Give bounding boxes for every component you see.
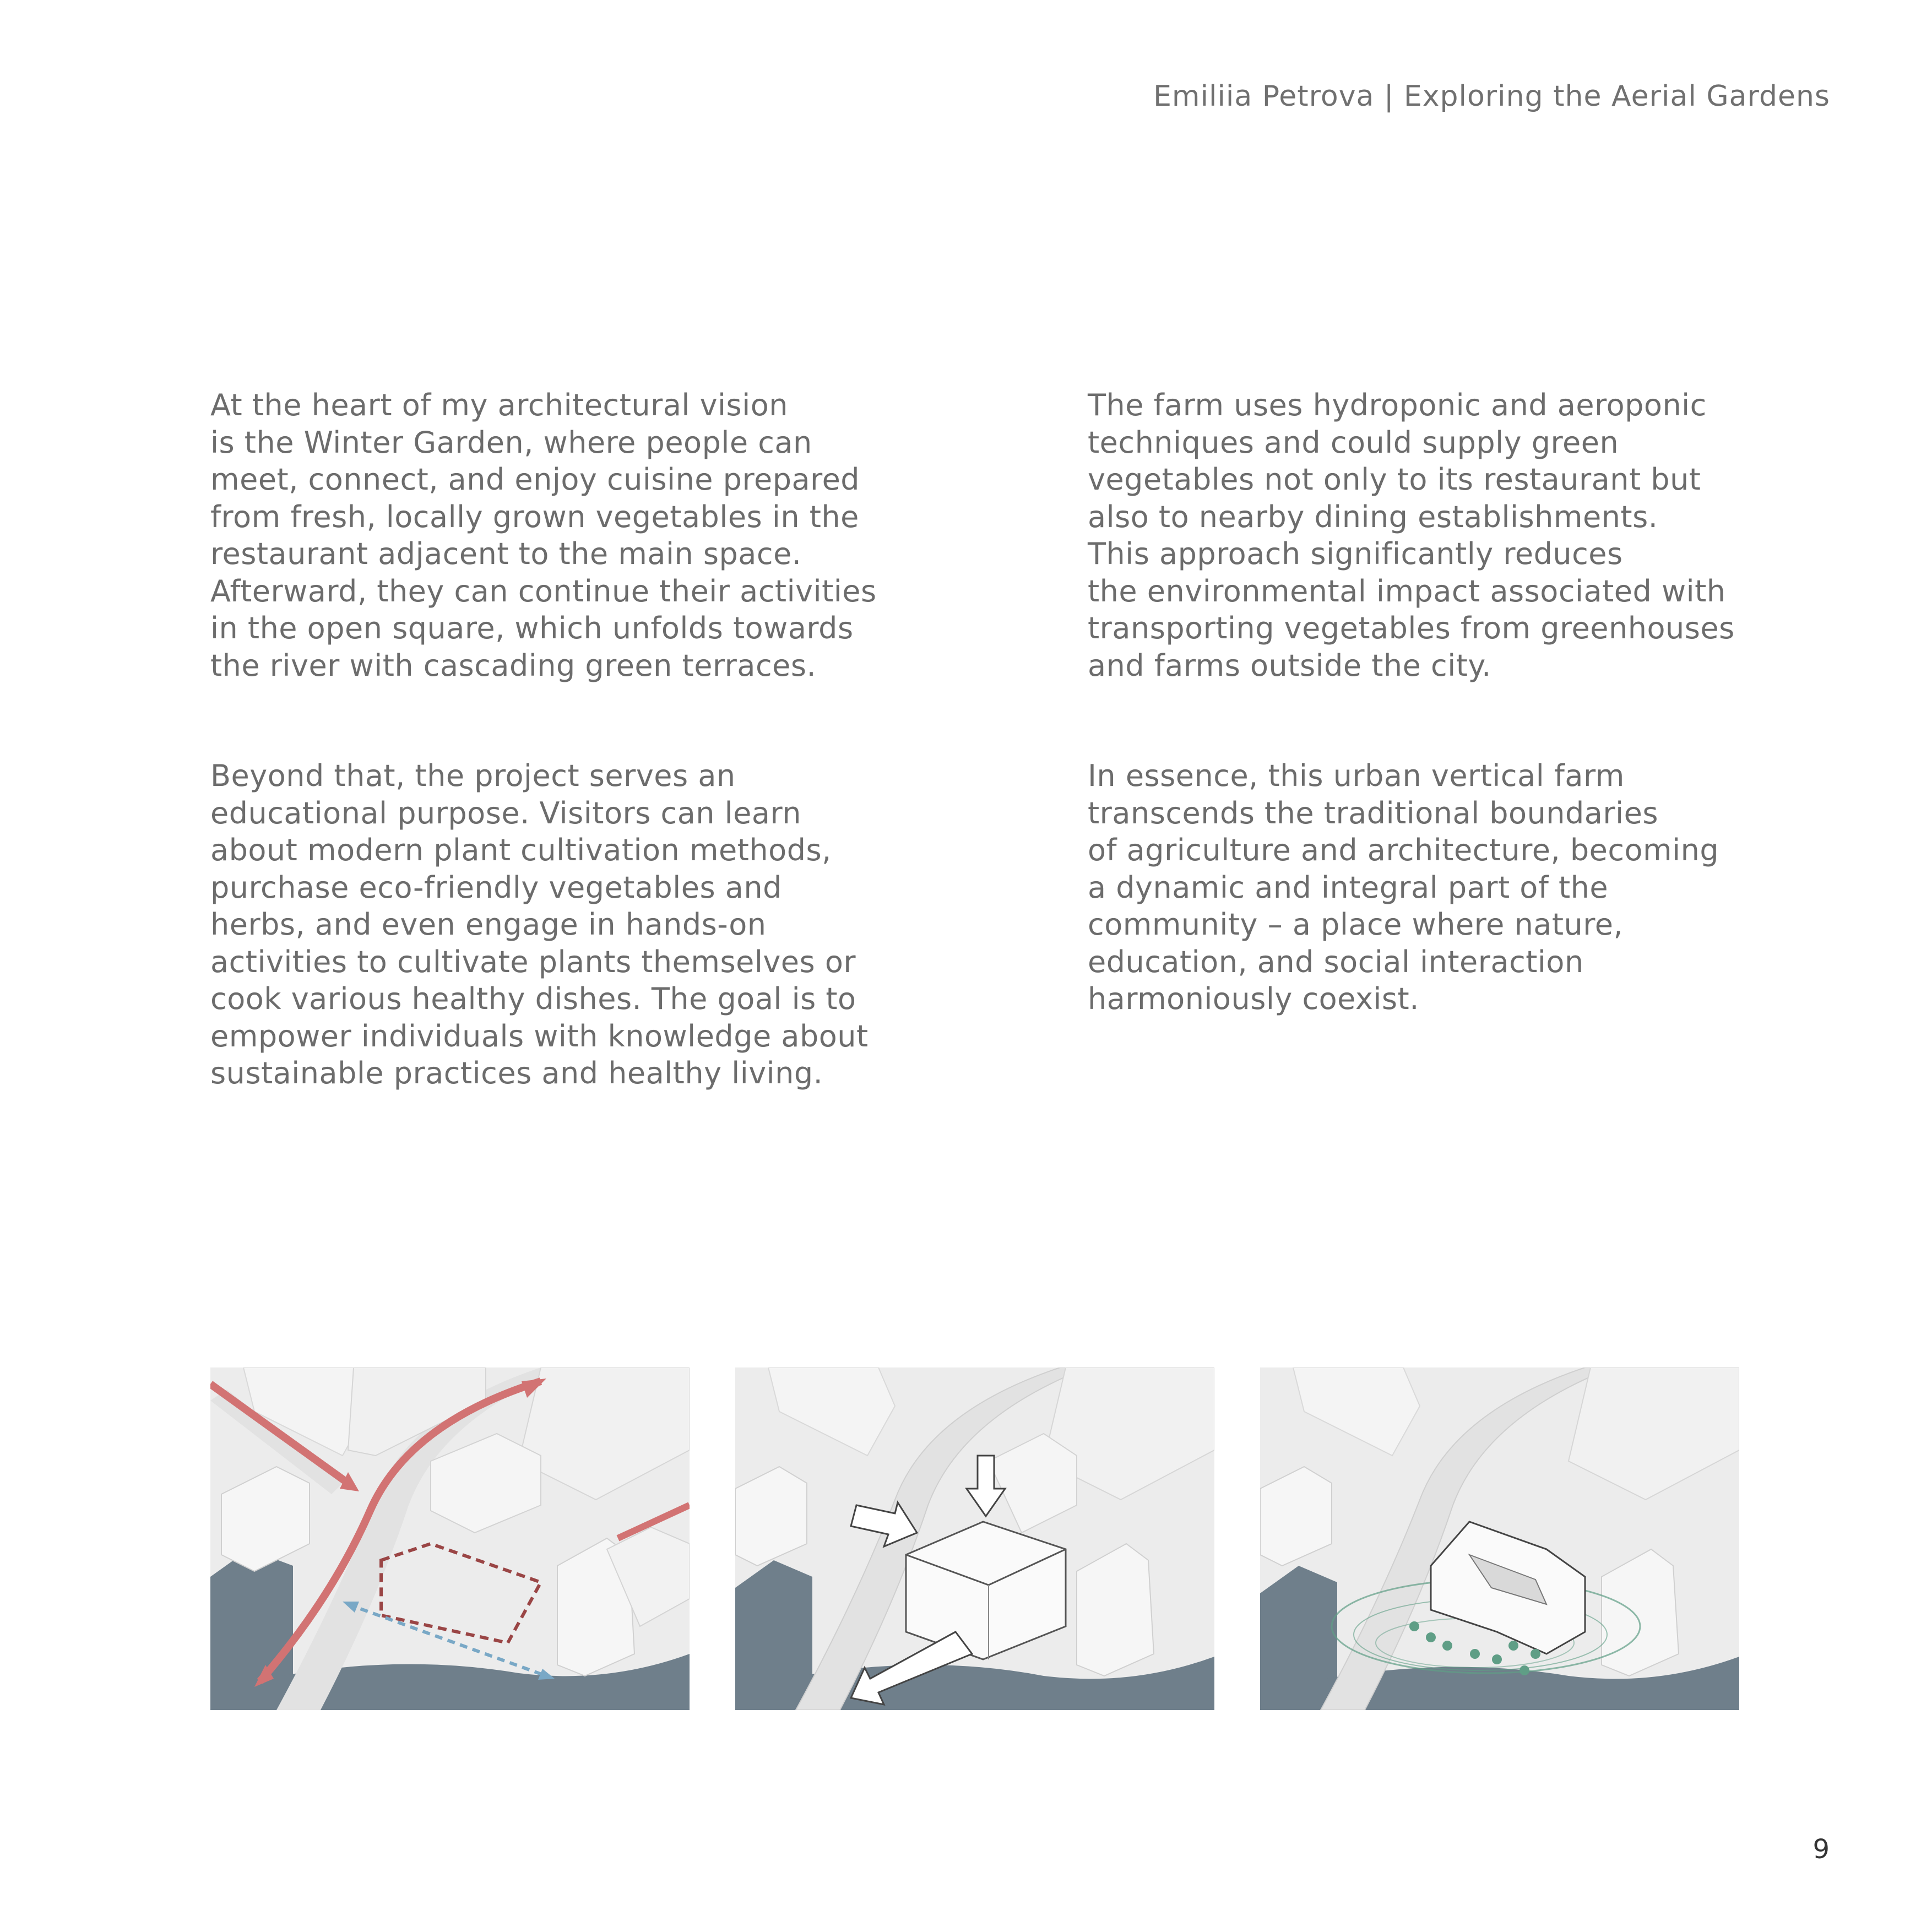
page-number: 9 bbox=[1812, 1834, 1830, 1865]
green-terrace-diagram bbox=[1260, 1367, 1739, 1710]
green-terrace-drawing bbox=[1260, 1367, 1739, 1710]
paragraph-hydroponic-farm: The farm uses hydroponic and aeroponic techniques and could supply green vegetables not only to its restaurant but also to nearby dining establishments. This approach significantly reduces the environmental impact associated with transporting vegetables from greenhouses and farms outside the city. bbox=[1088, 388, 1735, 683]
massing-access-diagram bbox=[735, 1367, 1214, 1710]
paragraph-in-essence: In essence, this urban vertical farm transcends the traditional boundaries of agriculture and architecture, becoming a dynamic and integral part of the community – a place where nature, education, and social interaction harmoniously coexist. bbox=[1088, 758, 1719, 1016]
site-flow-diagram bbox=[210, 1367, 690, 1710]
river-left bbox=[210, 1549, 293, 1710]
tree bbox=[1519, 1665, 1529, 1675]
tree bbox=[1442, 1641, 1452, 1651]
paragraph-educational-purpose: Beyond that, the project serves an educational purpose. Visitors can learn about modern plant cultivation methods, purchase eco-friendly vegetables and herbs, and even engage in hands-on activities to cultivate plants themselves or cook various healthy dishes. The goal is to empower individuals with knowledge about sustainable practices and healthy living. bbox=[210, 758, 869, 1090]
tree bbox=[1426, 1632, 1436, 1642]
tree bbox=[1531, 1649, 1540, 1659]
tree bbox=[1470, 1649, 1480, 1659]
tree bbox=[1508, 1641, 1518, 1651]
paragraph-winter-garden: At the heart of my architectural vision is the Winter Garden, where people can meet, connect, and enjoy cuisine prepared from fresh, locally grown vegetables in the restaurant adjacent to the main space. Afterward, they can continue their activities in the open square, which unfolds towards the river with cascading green terraces. bbox=[210, 388, 877, 683]
river-left bbox=[1260, 1566, 1337, 1710]
massing-access-drawing bbox=[735, 1367, 1214, 1710]
tree bbox=[1492, 1654, 1502, 1664]
document-header: Emiliia Petrova | Exploring the Aerial Gardens bbox=[1153, 80, 1830, 113]
site-flow-drawing bbox=[210, 1367, 690, 1710]
tree bbox=[1409, 1621, 1419, 1631]
river-left bbox=[735, 1560, 812, 1710]
